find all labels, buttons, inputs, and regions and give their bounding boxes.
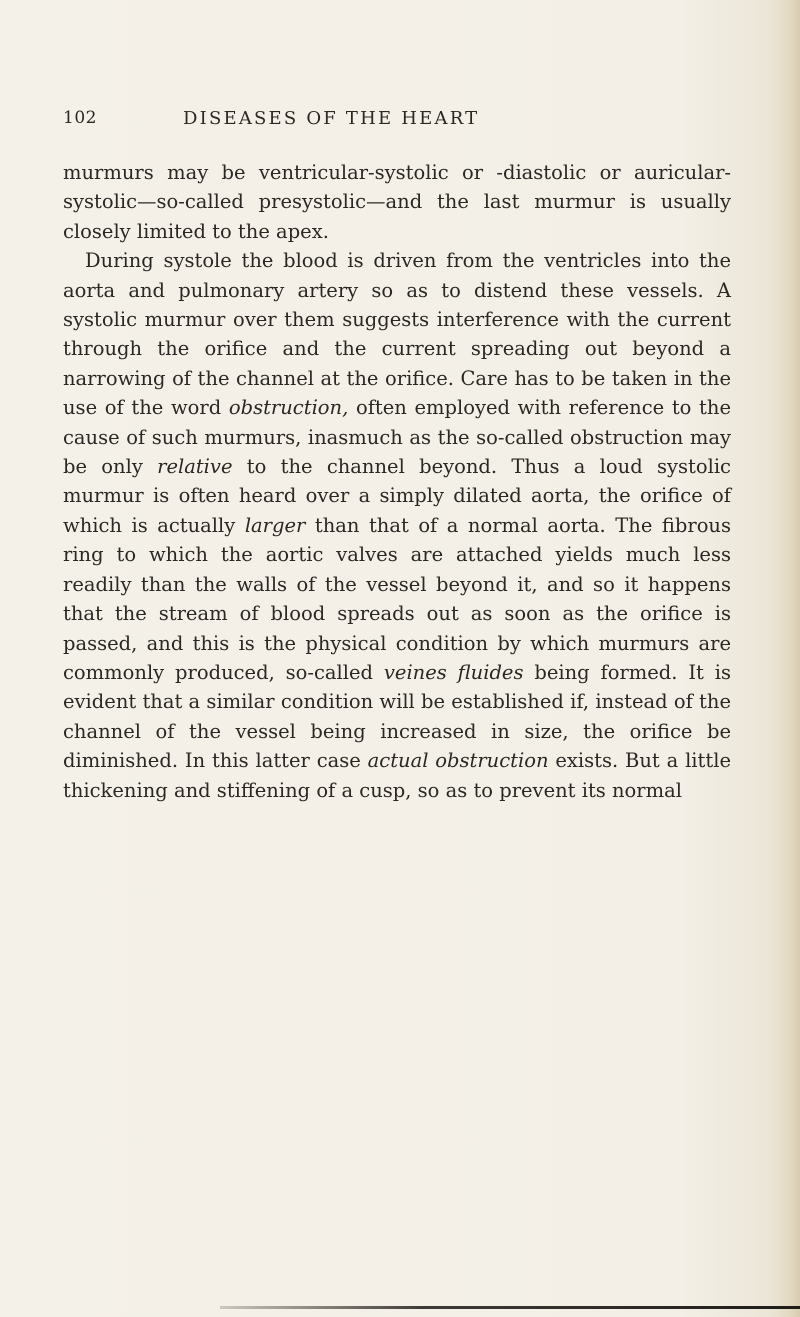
italic-term-actual-obstruction: actual obstruction — [367, 749, 549, 773]
body-text — [63, 158, 731, 805]
italic-term-veines-fluides: veines fluides — [383, 660, 524, 684]
text-segment: During systole the blood is driven from the ventricles into the aorta and pulmonary artery so as to distend these vessels. A systolic murmur over them suggests interference with the current through the orifice and the current spreading out beyond a narrowing of the channel at the orifice. Care has to be taken in the use of the word — [63, 249, 731, 420]
page-edge-shadow — [774, 0, 800, 1317]
text-segment: than that of a normal aorta. The fibrous ring to which the aortic valves are attached yields much less readily than the walls of the vessel beyond it, and so it happens that the stream of blood spreads out as soon as the orifice is passed, and this is the physical condition by which murmurs are commonly produced, so-called — [63, 513, 731, 684]
text-segment: exists. But a little thickening and stiffening of a cusp, so as to prevent its normal — [63, 749, 731, 802]
text-segment: murmurs may be ventricular-systolic or -diastolic or auricular-systolic—so-called presystolic—and the last murmur is usually closely limited to the apex. — [63, 161, 731, 243]
text-segment: being formed. It is evident that a similar condition will be established if, instead of the channel of the vessel being increased in size, the orifice be diminished. In this latter case — [63, 660, 731, 773]
paragraph-continued — [63, 158, 731, 246]
page-number: 102 — [63, 108, 97, 128]
running-title: DISEASES OF THE HEART — [183, 108, 480, 129]
paragraph-systole — [63, 246, 731, 805]
italic-term-larger: larger — [244, 513, 306, 537]
page-header — [63, 108, 723, 136]
text-segment: often employed with reference to the cause of such murmurs, inasmuch as the so-called obstruction may be only — [63, 396, 731, 479]
page-bottom-edge — [220, 1306, 800, 1309]
text-segment: to the channel beyond. Thus a loud systolic murmur is often heard over a simply dilated aorta, the orifice of which is actually — [63, 455, 731, 537]
italic-term-obstruction: obstruction, — [228, 396, 349, 420]
italic-term-relative: relative — [157, 455, 233, 479]
